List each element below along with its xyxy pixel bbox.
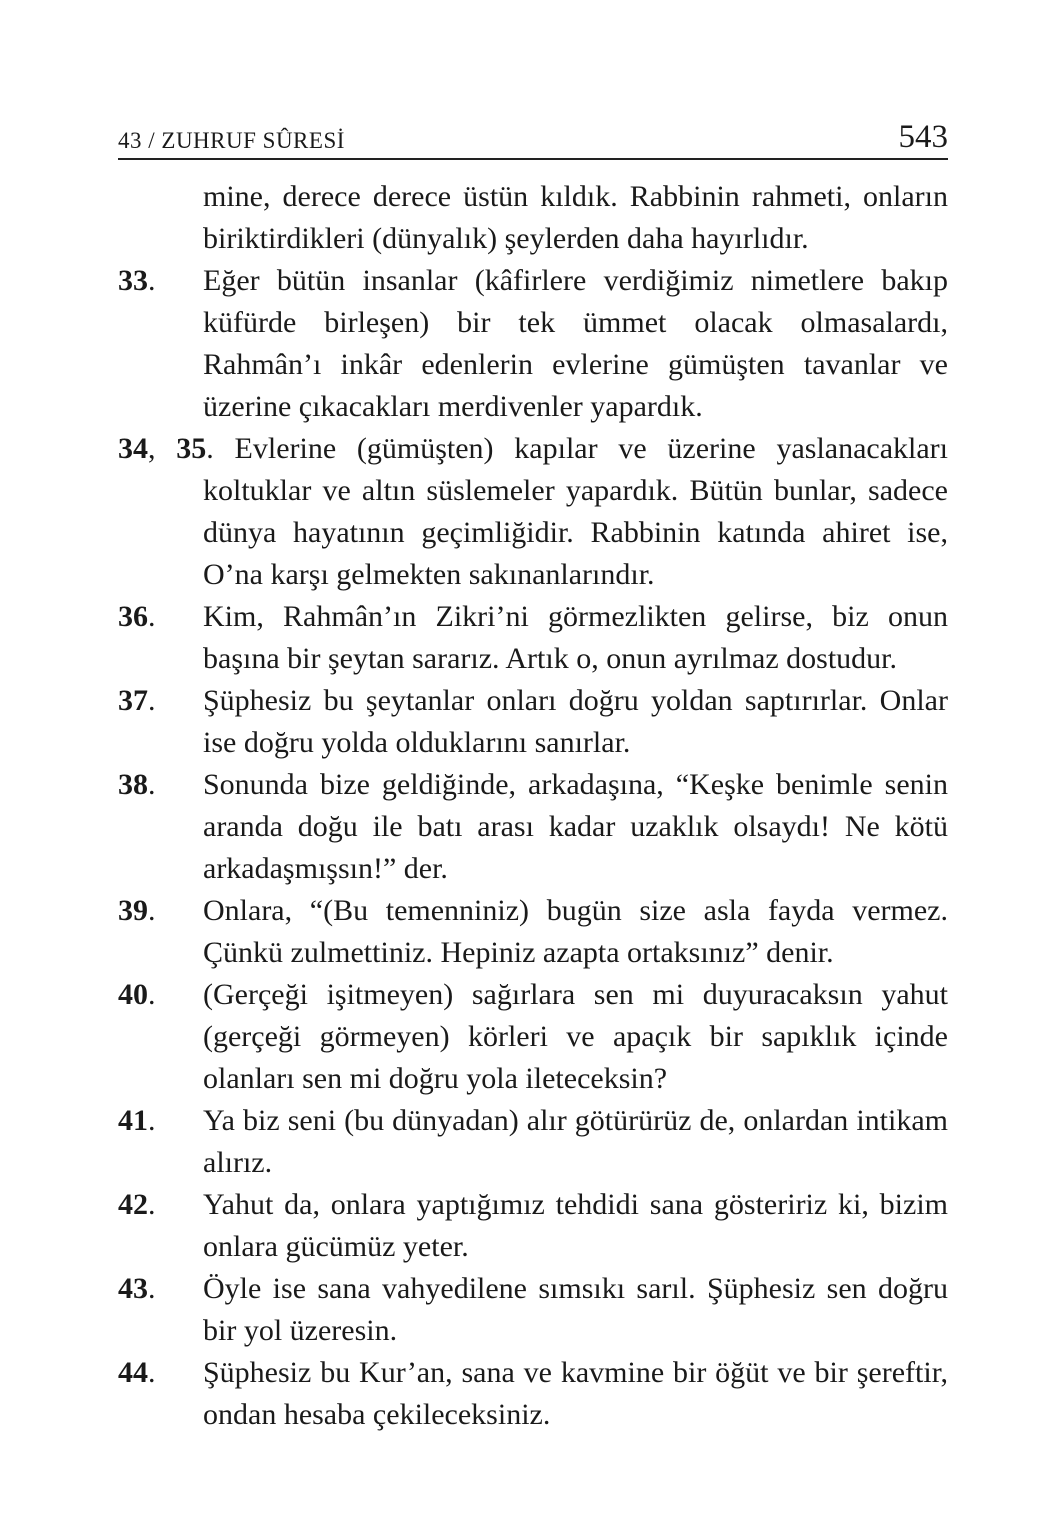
verse-text: Eğer bütün insanlar (kâfirlere verdiğimiz nimetlere bakıp küfürde birleşen) bir tek ümmet olacak olmasalardı, Rahmân’ı inkâr edenlerin evlerine gümüşten tavanlar ve üzerine çıkacakları merdivenler yapardık. bbox=[203, 264, 948, 423]
verse-list bbox=[118, 176, 948, 1436]
verse-number: 34, 35. bbox=[118, 432, 235, 465]
page-number: 543 bbox=[898, 119, 948, 155]
verse-44 bbox=[118, 1352, 948, 1436]
verse-38 bbox=[118, 764, 948, 890]
verse-number: 33. bbox=[118, 264, 156, 297]
verse-text: mine, derece derece üstün kıldık. Rabbinin rahmeti, onların biriktirdikleri (dünyalık) şeylerden daha hayırlıdır. bbox=[203, 180, 948, 255]
verse-36 bbox=[118, 596, 948, 680]
verse-34-35 bbox=[118, 428, 948, 596]
verse-text: Ya biz seni (bu dünyadan) alır götürürüz de, onlardan intikam alırız. bbox=[203, 1104, 948, 1179]
book-page bbox=[118, 112, 948, 1436]
verse-text: (Gerçeği işitmeyen) sağırlara sen mi duyuracaksın yahut (gerçeği görmeyen) körleri ve apaçık bir sapıklık içinde olanları sen mi doğru yola ileteceksin? bbox=[203, 978, 948, 1095]
verse-text: Şüphesiz bu şeytanlar onları doğru yoldan saptırırlar. Onlar ise doğru yolda olduklarını sanırlar. bbox=[203, 684, 948, 759]
verse-text: Şüphesiz bu Kur’an, sana ve kavmine bir öğüt ve bir şereftir, ondan hesaba çekileceksiniz. bbox=[203, 1356, 948, 1431]
verse-text: Öyle ise sana vahyedilene sımsıkı sarıl. Şüphesiz sen doğru bir yol üzeresin. bbox=[203, 1272, 948, 1347]
verse-text: Kim, Rahmân’ın Zikri’ni görmezlikten gelirse, biz onun başına bir şeytan sararız. Artık o, onun ayrılmaz dostudur. bbox=[203, 600, 948, 675]
verse-text: Evlerine (gümüşten) kapılar ve üzerine yaslanacakları koltuklar ve altın süslemeler yapardık. Bütün bunlar, sadece dünya hayatının geçimliğidir. Rabbinin katında ahiret ise, O’na karşı gelmekten sakınanlarındır. bbox=[203, 432, 949, 591]
verse-number: 37. bbox=[118, 684, 156, 717]
verse-42 bbox=[118, 1184, 948, 1268]
verse-43 bbox=[118, 1268, 948, 1352]
verse-40 bbox=[118, 974, 948, 1100]
verse-number: 40. bbox=[118, 978, 156, 1011]
verse-continuation bbox=[118, 176, 948, 260]
verse-39 bbox=[118, 890, 948, 974]
verse-text: Sonunda bize geldiğinde, arkadaşına, “Keşke benimle senin aranda doğu ile batı arası kadar uzaklık olsaydı! Ne kötü arkadaşmışsın!” der. bbox=[203, 768, 948, 885]
verse-41 bbox=[118, 1100, 948, 1184]
verse-number: 36. bbox=[118, 600, 156, 633]
verse-text: Yahut da, onlara yaptığımız tehdidi sana gösteririz ki, bizim onlara gücümüz yeter. bbox=[203, 1188, 948, 1263]
verse-number: 43. bbox=[118, 1272, 156, 1305]
running-header bbox=[118, 112, 948, 160]
verse-number: 38. bbox=[118, 768, 156, 801]
verse-33 bbox=[118, 260, 948, 428]
verse-text: Onlara, “(Bu temenniniz) bugün size asla fayda vermez. Çünkü zulmettiniz. Hepiniz azapta ortaksınız” denir. bbox=[203, 894, 948, 969]
verse-37 bbox=[118, 680, 948, 764]
surah-title: 43 / ZUHRUF SÛRESİ bbox=[118, 128, 345, 153]
verse-number: 41. bbox=[118, 1104, 156, 1137]
verse-number: 44. bbox=[118, 1356, 156, 1389]
verse-number: 42. bbox=[118, 1188, 156, 1221]
verse-number: 39. bbox=[118, 894, 156, 927]
